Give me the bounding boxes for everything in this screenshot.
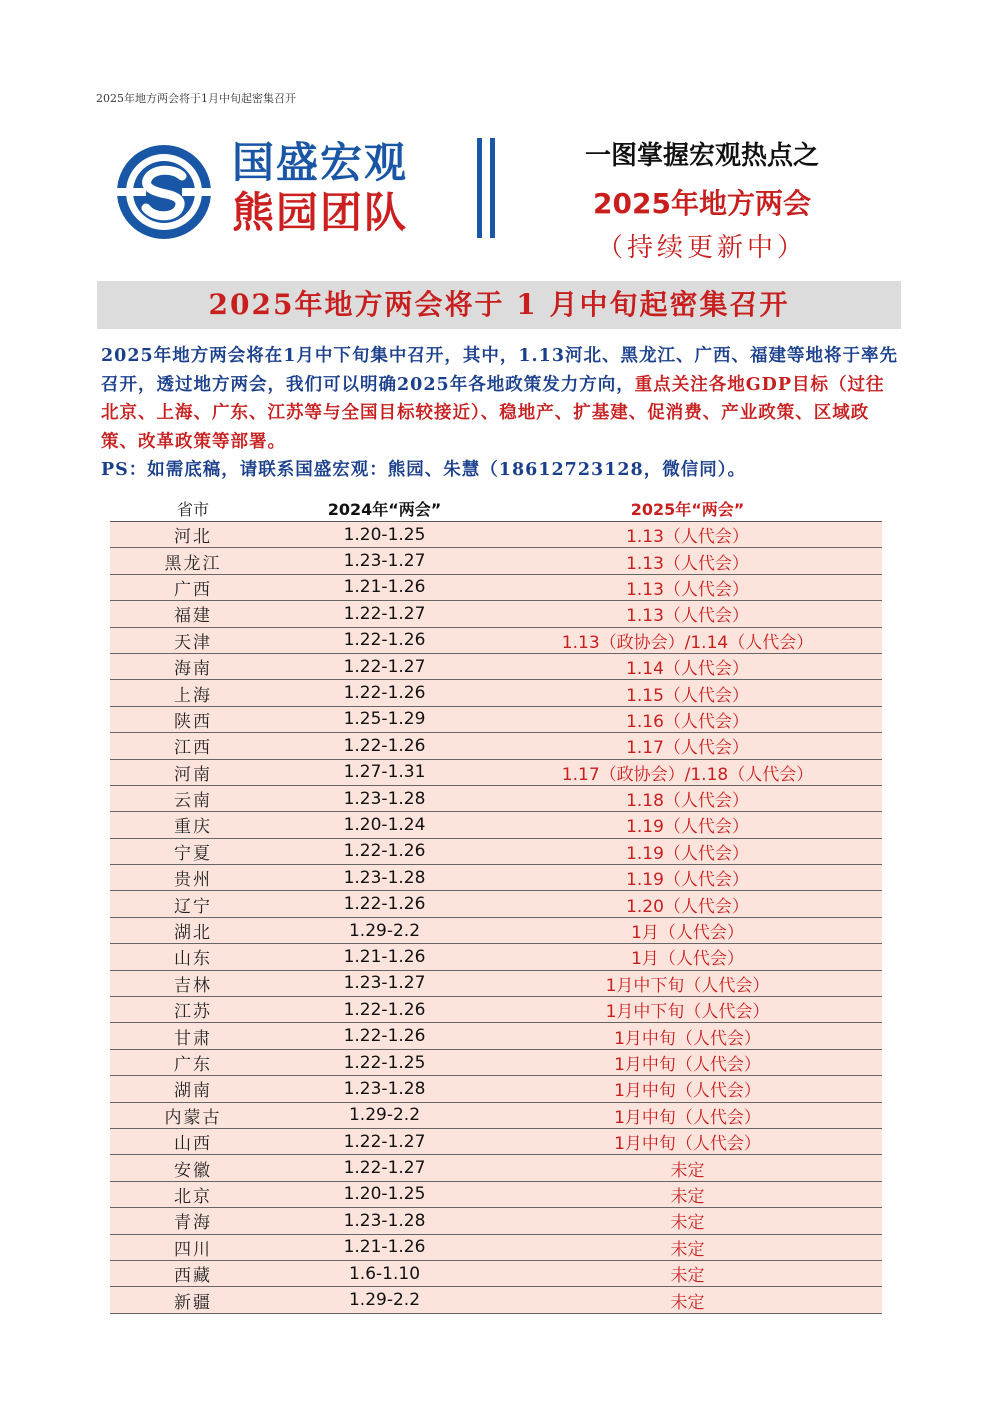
province-cell: 山东	[110, 944, 276, 970]
province-cell: 江西	[110, 733, 276, 759]
date-2024-cell: 1.23-1.28	[276, 1076, 493, 1102]
province-cell: 海南	[110, 653, 276, 679]
date-2025-cell: 1.18（人代会）	[493, 785, 882, 811]
date-2025-cell: 1.19（人代会）	[493, 865, 882, 891]
date-2024-cell: 1.29-2.2	[276, 1287, 493, 1313]
schedule-table	[110, 495, 882, 1314]
table-row	[110, 1287, 882, 1313]
table-row	[110, 1102, 882, 1128]
date-2025-cell: 1月中旬（人代会）	[493, 1049, 882, 1075]
date-2024-cell: 1.27-1.31	[276, 759, 493, 785]
date-2024-cell: 1.20-1.25	[276, 1181, 493, 1207]
date-2025-cell: 1.13（人代会）	[493, 574, 882, 600]
date-2025-cell: 1月（人代会）	[493, 944, 882, 970]
province-cell: 山西	[110, 1128, 276, 1154]
date-2025-cell: 未定	[493, 1181, 882, 1207]
date-2024-cell: 1.23-1.27	[276, 548, 493, 574]
table-row	[110, 970, 882, 996]
table-row	[110, 944, 882, 970]
brand-name-line2: 熊园团队	[232, 188, 409, 237]
date-2025-cell: 1.16（人代会）	[493, 706, 882, 732]
intro-paragraph	[101, 342, 901, 485]
date-2025-cell: 1.13（人代会）	[493, 601, 882, 627]
table-row	[110, 1023, 882, 1049]
date-2024-cell: 1.22-1.26	[276, 1023, 493, 1049]
date-2025-cell: 未定	[493, 1155, 882, 1181]
province-cell: 西藏	[110, 1260, 276, 1286]
table-row	[110, 522, 882, 548]
date-2024-cell: 1.23-1.27	[276, 970, 493, 996]
tagline-line2: 2025年地方两会	[593, 187, 811, 220]
province-cell: 青海	[110, 1208, 276, 1234]
date-2025-cell: 未定	[493, 1234, 882, 1260]
province-cell: 上海	[110, 680, 276, 706]
province-cell: 北京	[110, 1181, 276, 1207]
province-cell: 湖南	[110, 1076, 276, 1102]
intro-part1: 2025年地方两会将在1月中下旬集中召开，其中，1.13河北、黑龙江、广西、福建等地将于率先召开，透过地方两会，我们可以明确2025年各地政策发力方向，	[101, 346, 899, 395]
date-2025-cell: 1.20（人代会）	[493, 891, 882, 917]
table-row	[110, 997, 882, 1023]
province-cell: 吉林	[110, 970, 276, 996]
date-2025-cell: 1.17（人代会）	[493, 733, 882, 759]
province-cell: 广西	[110, 574, 276, 600]
date-2024-cell: 1.22-1.27	[276, 601, 493, 627]
tagline-line3: （持续更新中）	[596, 233, 807, 263]
table-row	[110, 1076, 882, 1102]
tagline-line1: 一图掌握宏观热点之	[584, 141, 819, 171]
province-cell: 河北	[110, 522, 276, 548]
table-row	[110, 1234, 882, 1260]
table-row	[110, 1155, 882, 1181]
table-row	[110, 680, 882, 706]
date-2025-cell: 1月中旬（人代会）	[493, 1023, 882, 1049]
date-2024-cell: 1.22-1.26	[276, 733, 493, 759]
province-cell: 云南	[110, 785, 276, 811]
table-row	[110, 574, 882, 600]
table-row	[110, 1181, 882, 1207]
table-row	[110, 601, 882, 627]
table-row	[110, 1260, 882, 1286]
date-2025-cell: 未定	[493, 1260, 882, 1286]
province-cell: 河南	[110, 759, 276, 785]
header-2024: 2024年“两会”	[276, 495, 493, 522]
province-cell: 江苏	[110, 997, 276, 1023]
header-province: 省市	[110, 495, 276, 522]
date-2025-cell: 1.13（政协会）/1.14（人代会）	[493, 627, 882, 653]
banner-title: 2025年地方两会将于 1 月中旬起密集召开	[97, 281, 901, 329]
date-2025-cell: 1月（人代会）	[493, 917, 882, 943]
date-2025-cell: 未定	[493, 1208, 882, 1234]
table-header-row	[110, 495, 882, 522]
date-2025-cell: 1.15（人代会）	[493, 680, 882, 706]
date-2025-cell: 1.13（人代会）	[493, 548, 882, 574]
table-row	[110, 812, 882, 838]
table-row	[110, 891, 882, 917]
date-2024-cell: 1.22-1.27	[276, 653, 493, 679]
date-2024-cell: 1.6-1.10	[276, 1260, 493, 1286]
date-2024-cell: 1.29-2.2	[276, 917, 493, 943]
table-row	[110, 838, 882, 864]
table-row	[110, 1208, 882, 1234]
province-cell: 贵州	[110, 865, 276, 891]
header-2025: 2025年“两会”	[493, 495, 882, 522]
intro-contact: PS：如需底稿，请联系国盛宏观：熊园、朱慧（18612723128，微信同）。	[101, 460, 746, 481]
date-2024-cell: 1.21-1.26	[276, 574, 493, 600]
brand-name-line1: 国盛宏观	[232, 138, 409, 187]
province-cell: 四川	[110, 1234, 276, 1260]
date-2025-cell: 1月中下旬（人代会）	[493, 997, 882, 1023]
province-cell: 宁夏	[110, 838, 276, 864]
province-cell: 内蒙古	[110, 1102, 276, 1128]
date-2024-cell: 1.23-1.28	[276, 1208, 493, 1234]
date-2025-cell: 1.19（人代会）	[493, 838, 882, 864]
document-header: 2025年地方两会将于1月中旬起密集召开	[96, 92, 296, 105]
date-2024-cell: 1.21-1.26	[276, 1234, 493, 1260]
date-2024-cell: 1.21-1.26	[276, 944, 493, 970]
guosheng-logo-icon	[114, 142, 214, 242]
province-cell: 安徽	[110, 1155, 276, 1181]
table-row	[110, 548, 882, 574]
table-body	[110, 522, 882, 1314]
province-cell: 新疆	[110, 1287, 276, 1313]
province-cell: 福建	[110, 601, 276, 627]
date-2025-cell: 1月中下旬（人代会）	[493, 970, 882, 996]
date-2024-cell: 1.22-1.27	[276, 1155, 493, 1181]
date-2024-cell: 1.22-1.25	[276, 1049, 493, 1075]
date-2024-cell: 1.20-1.25	[276, 522, 493, 548]
date-2024-cell: 1.23-1.28	[276, 785, 493, 811]
date-2024-cell: 1.22-1.26	[276, 680, 493, 706]
date-2024-cell: 1.20-1.24	[276, 812, 493, 838]
province-cell: 黑龙江	[110, 548, 276, 574]
brand-block	[112, 138, 892, 278]
table-row	[110, 627, 882, 653]
date-2025-cell: 1月中旬（人代会）	[493, 1128, 882, 1154]
divider-bars	[477, 138, 501, 238]
date-2025-cell: 1月中旬（人代会）	[493, 1076, 882, 1102]
province-cell: 广东	[110, 1049, 276, 1075]
date-2024-cell: 1.23-1.28	[276, 865, 493, 891]
table-row	[110, 1128, 882, 1154]
province-cell: 甘肃	[110, 1023, 276, 1049]
table-row	[110, 653, 882, 679]
table-row	[110, 733, 882, 759]
date-2024-cell: 1.29-2.2	[276, 1102, 493, 1128]
table-row	[110, 759, 882, 785]
date-2025-cell: 未定	[493, 1287, 882, 1313]
province-cell: 辽宁	[110, 891, 276, 917]
province-cell: 湖北	[110, 917, 276, 943]
date-2024-cell: 1.22-1.26	[276, 838, 493, 864]
table-row	[110, 706, 882, 732]
date-2025-cell: 1月中旬（人代会）	[493, 1102, 882, 1128]
province-cell: 天津	[110, 627, 276, 653]
date-2024-cell: 1.22-1.26	[276, 891, 493, 917]
date-2025-cell: 1.14（人代会）	[493, 653, 882, 679]
date-2025-cell: 1.19（人代会）	[493, 812, 882, 838]
province-cell: 重庆	[110, 812, 276, 838]
date-2025-cell: 1.13（人代会）	[493, 522, 882, 548]
tagline	[542, 138, 862, 266]
table-row	[110, 1049, 882, 1075]
province-cell: 陕西	[110, 706, 276, 732]
table-row	[110, 917, 882, 943]
date-2024-cell: 1.22-1.26	[276, 997, 493, 1023]
intro-highlight: 重点关注各地GDP目标（过往北京、上海、广东、江苏等与全国目标较接近）、稳地产、扩基建、促消费、产业政策、区域政策、改革政策等部署。	[101, 374, 885, 452]
table-row	[110, 785, 882, 811]
date-2024-cell: 1.25-1.29	[276, 706, 493, 732]
table-row	[110, 865, 882, 891]
date-2025-cell: 1.17（政协会）/1.18（人代会）	[493, 759, 882, 785]
date-2024-cell: 1.22-1.27	[276, 1128, 493, 1154]
brand-name	[232, 138, 442, 238]
date-2024-cell: 1.22-1.26	[276, 627, 493, 653]
